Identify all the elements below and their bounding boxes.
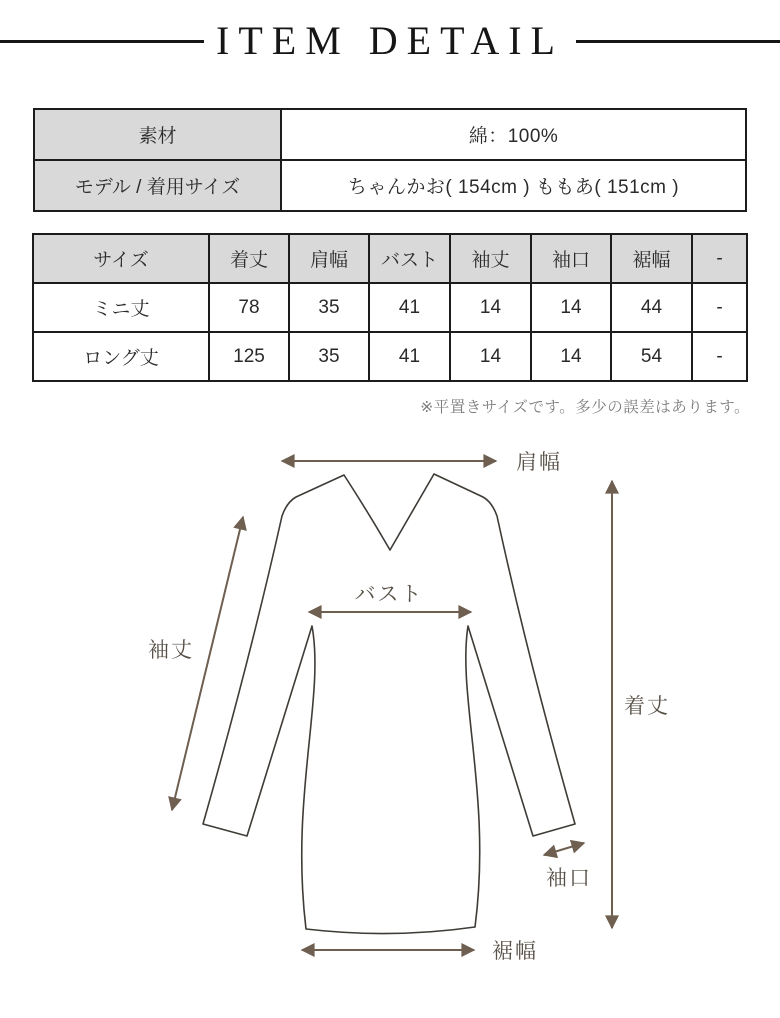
col-header-cuff: 袖口 bbox=[531, 234, 611, 283]
cuff-arrow bbox=[544, 843, 584, 855]
sleeve-length-label: 袖丈 bbox=[148, 639, 194, 662]
cuff-label: 袖口 bbox=[546, 867, 592, 890]
size-table bbox=[32, 233, 748, 382]
spec-value-material: 綿：100% bbox=[281, 109, 746, 160]
cell: 41 bbox=[369, 283, 450, 332]
dress-outline-drawing bbox=[203, 474, 575, 934]
table-row bbox=[34, 160, 746, 211]
cell: 125 bbox=[209, 332, 289, 381]
cell: 14 bbox=[531, 283, 611, 332]
bust-label: バスト bbox=[354, 583, 424, 606]
sleeve-length-arrow bbox=[172, 517, 243, 810]
col-header-shoulder: 肩幅 bbox=[289, 234, 369, 283]
table-row bbox=[34, 109, 746, 160]
body-length-label: 着丈 bbox=[624, 695, 670, 718]
measurement-note: ※平置きサイズです。多少の誤差はあります。 bbox=[420, 399, 750, 416]
spec-label-model-size: モデル / 着用サイズ bbox=[34, 160, 281, 211]
cell: ロング丈 bbox=[33, 332, 209, 381]
cell: 35 bbox=[289, 283, 369, 332]
cell: 14 bbox=[450, 332, 531, 381]
measurement-diagram bbox=[0, 427, 780, 997]
header-rule-right bbox=[576, 40, 780, 43]
cell: 35 bbox=[289, 332, 369, 381]
cell: 14 bbox=[450, 283, 531, 332]
header-rule-left bbox=[0, 40, 204, 43]
size-table-header-row bbox=[33, 234, 747, 283]
col-header-blank: - bbox=[692, 234, 747, 283]
spec-value-model-size: ちゃんかお( 154cm ) ももあ( 151cm ) bbox=[281, 160, 746, 211]
cell: 54 bbox=[611, 332, 692, 381]
cell: ミニ丈 bbox=[33, 283, 209, 332]
cell: 44 bbox=[611, 283, 692, 332]
page-title: ITEM DETAIL bbox=[216, 18, 564, 63]
cell: - bbox=[692, 283, 747, 332]
table-row-long bbox=[33, 332, 747, 381]
spec-label-material: 素材 bbox=[34, 109, 281, 160]
cell: 78 bbox=[209, 283, 289, 332]
col-header-length: 着丈 bbox=[209, 234, 289, 283]
shoulder-width-label: 肩幅 bbox=[516, 451, 562, 474]
cell: - bbox=[692, 332, 747, 381]
table-row-mini bbox=[33, 283, 747, 332]
cell: 41 bbox=[369, 332, 450, 381]
hem-width-label: 裾幅 bbox=[492, 940, 538, 963]
spec-table bbox=[33, 108, 747, 212]
col-header-bust: バスト bbox=[369, 234, 450, 283]
cell: 14 bbox=[531, 332, 611, 381]
col-header-hem: 裾幅 bbox=[611, 234, 692, 283]
col-header-size: サイズ bbox=[33, 234, 209, 283]
col-header-sleeve: 袖丈 bbox=[450, 234, 531, 283]
section-header bbox=[0, 18, 780, 64]
